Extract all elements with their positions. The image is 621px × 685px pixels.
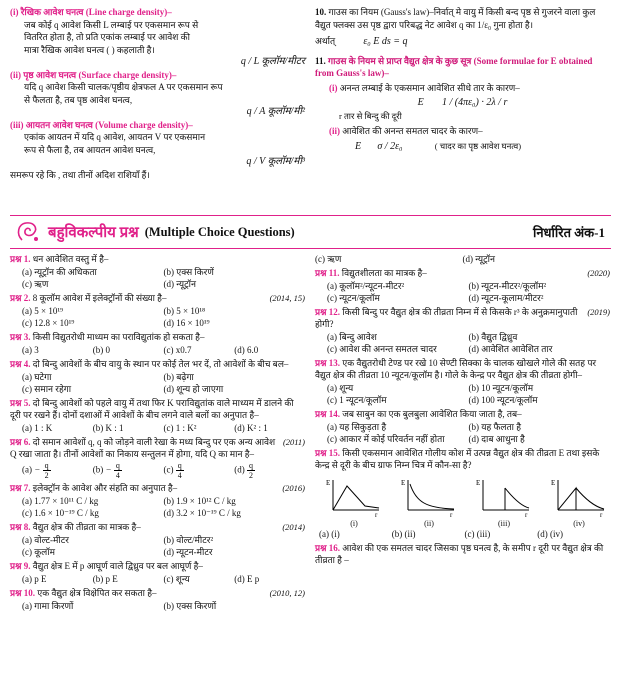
q11-number: 11.	[315, 55, 326, 66]
graph-options-row	[315, 472, 610, 528]
question-text: वैद्युत क्षेत्र की तीव्रता का मात्रक है–	[32, 522, 141, 532]
q10-formula-label: अर्थात्	[315, 36, 336, 46]
svg-text:r: r	[375, 511, 378, 518]
item-iii-number: (iii)	[10, 119, 24, 130]
option[interactable]: (a) 1 : K	[22, 423, 53, 433]
option[interactable]: (b) बढ़ेगा	[163, 372, 194, 382]
option[interactable]: (c) $\frac{q}{4}$	[163, 461, 182, 480]
mcq-section-header	[10, 215, 611, 249]
question-year: (2016)	[282, 483, 305, 493]
question-number: प्रश्न 4.	[10, 359, 31, 369]
question-year: (2019)	[587, 307, 610, 317]
question-number: प्रश्न 2.	[10, 293, 31, 303]
q10-number: 10.	[315, 7, 327, 17]
left-note: समरूप रहे कि , तथा तीनों अदिश राशियाँ हैं।	[10, 169, 150, 180]
question-year: (2020)	[587, 268, 610, 278]
graph-label: (iii)	[498, 519, 510, 528]
option[interactable]: (d) (iv)	[537, 529, 563, 539]
question-number: प्रश्न 15.	[315, 448, 340, 458]
option[interactable]: (a) यह सिकुड़ता है	[327, 422, 387, 432]
option[interactable]: (d) न्यूट्रॉन	[462, 254, 495, 264]
option[interactable]: (d) आवेशित आवेशित तार	[468, 344, 553, 354]
item-ii-number: (ii)	[10, 69, 21, 80]
charge-density-item-iii	[10, 119, 305, 169]
svg-text:E: E	[326, 479, 331, 487]
item-i-body-1: जब कोई q आवेश किसी L लम्बाई पर एकसमान रूप से	[24, 19, 199, 30]
option[interactable]: (a) न्यूट्रॉन की अधिकता	[22, 267, 97, 277]
question-item	[315, 267, 610, 304]
question-text: धन आवेशित वस्तु में है–	[32, 254, 109, 264]
graph-option-iii[interactable]	[475, 476, 533, 528]
question-text: विद्युतशीलता का मात्रक है–	[341, 268, 427, 278]
question-item	[315, 408, 610, 445]
charge-density-item-ii	[10, 69, 305, 119]
option[interactable]: (a) गामा किरणों	[22, 601, 74, 611]
item-iii-body-1: एकांक आयतन में यदि q आवेश, आयतन V पर एकसमान	[24, 132, 206, 142]
option[interactable]: (c) x0.7	[163, 345, 192, 355]
question-text: किसी बिन्दु पर वैद्युत क्षेत्र की तीव्रता निम्न में से किसके r³ के अनुक्रमानुपाती होगी?	[315, 307, 578, 329]
question-number: प्रश्न 13.	[315, 358, 340, 368]
question-number: प्रश्न 16.	[315, 543, 340, 553]
q11-ii-text: आवेशित की अनन्त समतल चादर के कारण–	[342, 126, 483, 136]
option[interactable]: (c) 1.6 × 10⁻¹⁹ C / kg	[22, 508, 99, 518]
q11-i-formula-rhs: 1 / (4πε₀) · 2λ / r	[441, 97, 508, 108]
question-item	[10, 331, 305, 356]
question-text: वैद्युत क्षेत्र E में p आघूर्ण वाले द्विध्रुव पर बल आघूर्ण है–	[32, 561, 203, 571]
option[interactable]: (a) − $\frac{q}{2}$	[22, 461, 49, 480]
question-number: प्रश्न 6.	[10, 437, 31, 447]
item-i-title: रैखिक आवेश घनत्व (Line charge density)–	[20, 7, 172, 17]
option[interactable]: (c) ऋण	[315, 254, 342, 264]
charge-density-item-i	[10, 6, 305, 69]
q11-i-formula-lhs: E	[417, 97, 424, 108]
svg-text:r: r	[450, 511, 453, 518]
q10-formula: ε₀ E ds = q	[363, 36, 408, 47]
question-number: प्रश्न 10.	[10, 588, 35, 598]
question-item	[10, 521, 305, 558]
mcq-title-hindi: बहुविकल्पीय प्रश्न	[48, 225, 139, 241]
option[interactable]: (d) 16 × 10¹⁹	[163, 318, 210, 328]
option[interactable]: (c) कूलॉम	[22, 547, 55, 557]
question-text: किसी विद्युतरोधी माध्यम का पराविद्युतांक हो सकता है–	[32, 332, 205, 342]
question-number: प्रश्न 8.	[10, 522, 31, 532]
question-continuation	[315, 253, 610, 265]
question-year: (2011)	[282, 437, 305, 447]
option[interactable]: (d) 100 न्यूटन/कूलॉम	[468, 395, 538, 405]
gauss-formulae-block	[315, 55, 610, 154]
q11-title: गाउस के नियम से प्राप्त वैद्युत क्षेत्र के कुछ सूत्र (Some formulae for E obtained from Gauss's law)–	[315, 55, 593, 78]
option[interactable]: (d) $\frac{q}{2}$	[234, 461, 253, 480]
option[interactable]: (d) न्यूट्रॉन	[163, 279, 196, 289]
option[interactable]: (c) समान रहेगा	[22, 384, 72, 394]
question-item	[315, 447, 610, 540]
mcq-title-english: (Multiple Choice Questions)	[144, 224, 295, 239]
question-text: दो बिन्दु आवेशों को पहले वायु में तथा फिर K पराविद्युतांक वाले माध्यम में डालने की दूरी पर रखने हैं। दोनों दशाओं में आवेशों के बीच लगने वाले बलों का अनुपात है–	[10, 398, 294, 420]
question-number: प्रश्न 14.	[315, 409, 340, 419]
option[interactable]: (c) (iii)	[464, 529, 491, 539]
graph-option-ii[interactable]	[400, 476, 458, 528]
question-item	[10, 436, 305, 480]
question-item	[10, 253, 305, 290]
svg-text:E: E	[476, 479, 481, 487]
q11-ii-formula-rhs: σ / 2ε₀	[377, 140, 403, 152]
question-number: प्रश्न 9.	[10, 561, 31, 571]
question-number: प्रश्न 1.	[10, 254, 31, 264]
item-iii-body-2: रूप से फैला है, तब आयतन आवेश घनत्व,	[24, 144, 156, 155]
question-item	[10, 397, 305, 434]
option[interactable]: (c) 1 : K²	[163, 423, 197, 433]
question-item	[10, 358, 305, 395]
question-item	[10, 560, 305, 585]
option[interactable]: (c) 1 न्यूटन/कूलॉम	[327, 395, 387, 405]
option[interactable]: (a) p E	[22, 574, 47, 584]
question-year: (2014, 15)	[269, 293, 305, 303]
option[interactable]: (b) (ii)	[391, 529, 416, 539]
right-top-column	[315, 6, 610, 211]
option[interactable]: (d) 6.0	[234, 345, 259, 355]
left-top-column	[10, 6, 305, 211]
question-number: प्रश्न 3.	[10, 332, 31, 342]
option[interactable]: (d) न्यूटन-मीटर	[163, 547, 213, 557]
option[interactable]: (b) वैद्युत द्विध्रुव	[468, 332, 518, 342]
questions-left-column	[10, 253, 305, 614]
question-text: 8 कूलॉम आवेश में इलेक्ट्रॉनों की संख्या है–	[32, 293, 167, 303]
graph-option-iv[interactable]	[550, 476, 608, 528]
option[interactable]: (c) 12.8 × 10¹⁹	[22, 318, 75, 328]
q11-i-number: (i)	[329, 82, 338, 93]
option[interactable]: (d) न्यूटन-कूलाम/मीटर²	[468, 293, 544, 303]
option[interactable]: (b) वोल्ट/मीटर²	[163, 535, 214, 545]
option[interactable]: (b) p E	[92, 574, 118, 584]
svg-text:E: E	[551, 479, 556, 487]
mcq-marks-label: निर्धारित अंक-1	[532, 225, 605, 240]
question-year: (2014)	[282, 522, 305, 532]
option[interactable]: (b) 0	[92, 345, 110, 355]
graph-label: (iv)	[573, 519, 585, 528]
q11-i-text: अनन्त लम्बाई के एकसमान आवेशित सीधे तार के कारण–	[339, 82, 520, 93]
item-ii-title: पृष्ठ आवेश घनत्व (Surface charge density)–	[23, 69, 177, 80]
option[interactable]: (d) K² : 1	[234, 423, 268, 433]
option[interactable]: (a) बिन्दु आवेश	[327, 332, 377, 342]
q11-ii-number: (ii)	[329, 126, 340, 136]
option[interactable]: (b) 5 × 10¹⁸	[163, 306, 206, 316]
question-text: जब साबुन का एक बुलबुला आवेशित किया जाता है, तब–	[342, 409, 522, 419]
item-iii-title: आयतन आवेश घनत्व (Volume charge density)–	[25, 119, 193, 130]
option[interactable]: (c) न्यूटन/कूलॉम	[327, 293, 380, 303]
question-text: एक वैद्युतरोधी टेण्ड पर रखे 10 सेण्टी सिक्का के चालक खोखले गोले की सतह पर वैद्युत क्षेत्र की तीव्रता 10 न्यूटन/कूलॉम है। गोले के केन्द्र पर वैद्युत क्षेत्र की तीव्रता होगी–	[315, 358, 597, 380]
option[interactable]: (b) एक्स किरणों	[163, 601, 217, 611]
option[interactable]: (a) (i)	[319, 529, 340, 539]
top-two-column-area	[10, 6, 611, 211]
option[interactable]: (b) 10 न्यूटन/कूलॉम	[468, 383, 534, 393]
option[interactable]: (b) एक्स किरणें	[163, 267, 214, 277]
item-i-body-3: मात्रा रैखिक आवेश घनत्व ( ) कहलाती है।	[24, 44, 155, 55]
graph-label: (ii)	[424, 519, 434, 528]
graph-label: (i)	[350, 519, 358, 528]
option[interactable]: (d) E p	[234, 574, 260, 584]
item-iii-formula: q / V कूलॉम/मी³	[246, 156, 305, 167]
question-item	[315, 542, 610, 566]
q11-ii-note: ( चादर का पृष्ठ आवेश घनत्व)	[434, 140, 522, 151]
q11-ii-formula-lhs: E	[355, 140, 362, 152]
option[interactable]: (c) ऋण	[22, 279, 49, 289]
option[interactable]: (a) 5 × 10¹⁹	[22, 306, 64, 316]
questions-right-column	[315, 253, 610, 614]
item-i-body-2: वितरित होता है, तो प्रति एकांक लम्बाई पर आवेश की	[24, 32, 190, 42]
option[interactable]: (a) कूलॉम²/न्यूटन-मीटर²	[327, 281, 405, 291]
option[interactable]: (c) आवेश की अनन्त समतल चादर	[327, 344, 437, 354]
svg-text:r: r	[525, 511, 528, 518]
question-item	[10, 587, 305, 612]
item-ii-formula: q / A कूलॉम/मी²	[246, 106, 305, 117]
option[interactable]: (c) आकार में कोई परिवर्तन नहीं होता	[327, 434, 445, 444]
option[interactable]: (a) शून्य	[327, 383, 354, 393]
q11-i-note: r तार से बिन्दु की दूरी	[339, 110, 402, 121]
item-i-number: (i)	[10, 7, 19, 17]
question-text: दो बिन्दु आवेशों के बीच वायु के स्थान पर कोई तेल भर दें, तो आवेशों के बीच बल–	[32, 359, 289, 369]
gauss-law-block	[315, 6, 610, 49]
option[interactable]: (b) यह फैलता है	[468, 422, 522, 432]
mcq-two-column-area	[10, 253, 611, 614]
question-text: एक वैद्युत क्षेत्र विक्षेपित कर सकता है–	[37, 588, 157, 598]
question-text: इलेक्ट्रॉन के आवेश और संहति का अनुपात है–	[32, 483, 178, 493]
option[interactable]: (c) शून्य	[163, 574, 190, 584]
question-text: दो समान आवेशों q, q को जोड़ने वाली रेखा के मध्य बिन्दु पर एक अन्य आवेश Q रखा जाता है। तीनों आवेशों का निकाय सन्तुलन में होगा, यदि Q का मान है–	[10, 437, 276, 459]
option[interactable]: (b) 1.9 × 10¹² C / kg	[163, 496, 236, 506]
svg-text:r: r	[600, 511, 603, 518]
question-number: प्रश्न 12.	[315, 307, 340, 317]
question-item	[315, 357, 610, 406]
option[interactable]: (d) शून्य हो जाएगा	[163, 384, 224, 394]
question-number: प्रश्न 5.	[10, 398, 31, 408]
question-item	[10, 292, 305, 329]
option[interactable]: (d) दाब आधुना है	[468, 434, 525, 444]
q10-text: गाउस का नियम (Gauss's law)–निर्वात् मे वायु में किसी बन्द पृष्ठ से गुजरने वाला कुल वैद्युत फ्लक्स उस पृष्ठ द्वारा परिबद्ध नेट आवेश q का 1/ε₀ गुना होता है।	[315, 7, 596, 30]
option[interactable]: (d) 3.2 × 10⁻¹⁹ C / kg	[163, 508, 241, 518]
item-i-formula: q / L कूलॉम/मीटर	[240, 56, 305, 67]
option[interactable]: (a) 1.77 × 10¹¹ C / kg	[22, 496, 99, 506]
question-text: किसी एकसमान आवेशित गोलीय कोश में उत्पन्न वैद्युत क्षेत्र की तीव्रता E तथा इसके केन्द्र से दूरी के बीच ग्राफ निम्न चित्र में कौन-सा है?	[315, 448, 600, 470]
graph-option-i[interactable]	[325, 476, 383, 528]
option[interactable]: (b) − $\frac{q}{4}$	[92, 461, 120, 480]
option[interactable]: (b) न्यूटन-मीटर²/कूलॉम²	[468, 281, 547, 291]
item-ii-body-2: से फैलता है, तब पृष्ठ आवेश घनत्व,	[24, 94, 133, 105]
question-year: (2010, 12)	[269, 588, 305, 598]
question-number: प्रश्न 7.	[10, 483, 31, 493]
item-ii-body-1: यदि q आवेश किसी चालक/पृष्ठीय क्षेत्रफल A पर एकसमान रूप	[24, 82, 223, 92]
option[interactable]: (b) K : 1	[92, 423, 124, 433]
option[interactable]: (a) 3	[22, 345, 39, 355]
swirl-ornament-icon	[16, 220, 42, 244]
option[interactable]: (a) वोल्ट-मीटर	[22, 535, 69, 545]
question-item	[315, 306, 610, 355]
option[interactable]: (a) घटेगा	[22, 372, 52, 382]
question-item	[10, 482, 305, 519]
svg-text:E: E	[401, 479, 406, 487]
question-text: आवेश की एक समतल चादर जिसका पृष्ठ घनत्व है, के समीप r दूरी पर वैद्युत क्षेत्र की तीव्रता है –	[315, 543, 604, 565]
question-number: प्रश्न 11.	[315, 268, 340, 278]
